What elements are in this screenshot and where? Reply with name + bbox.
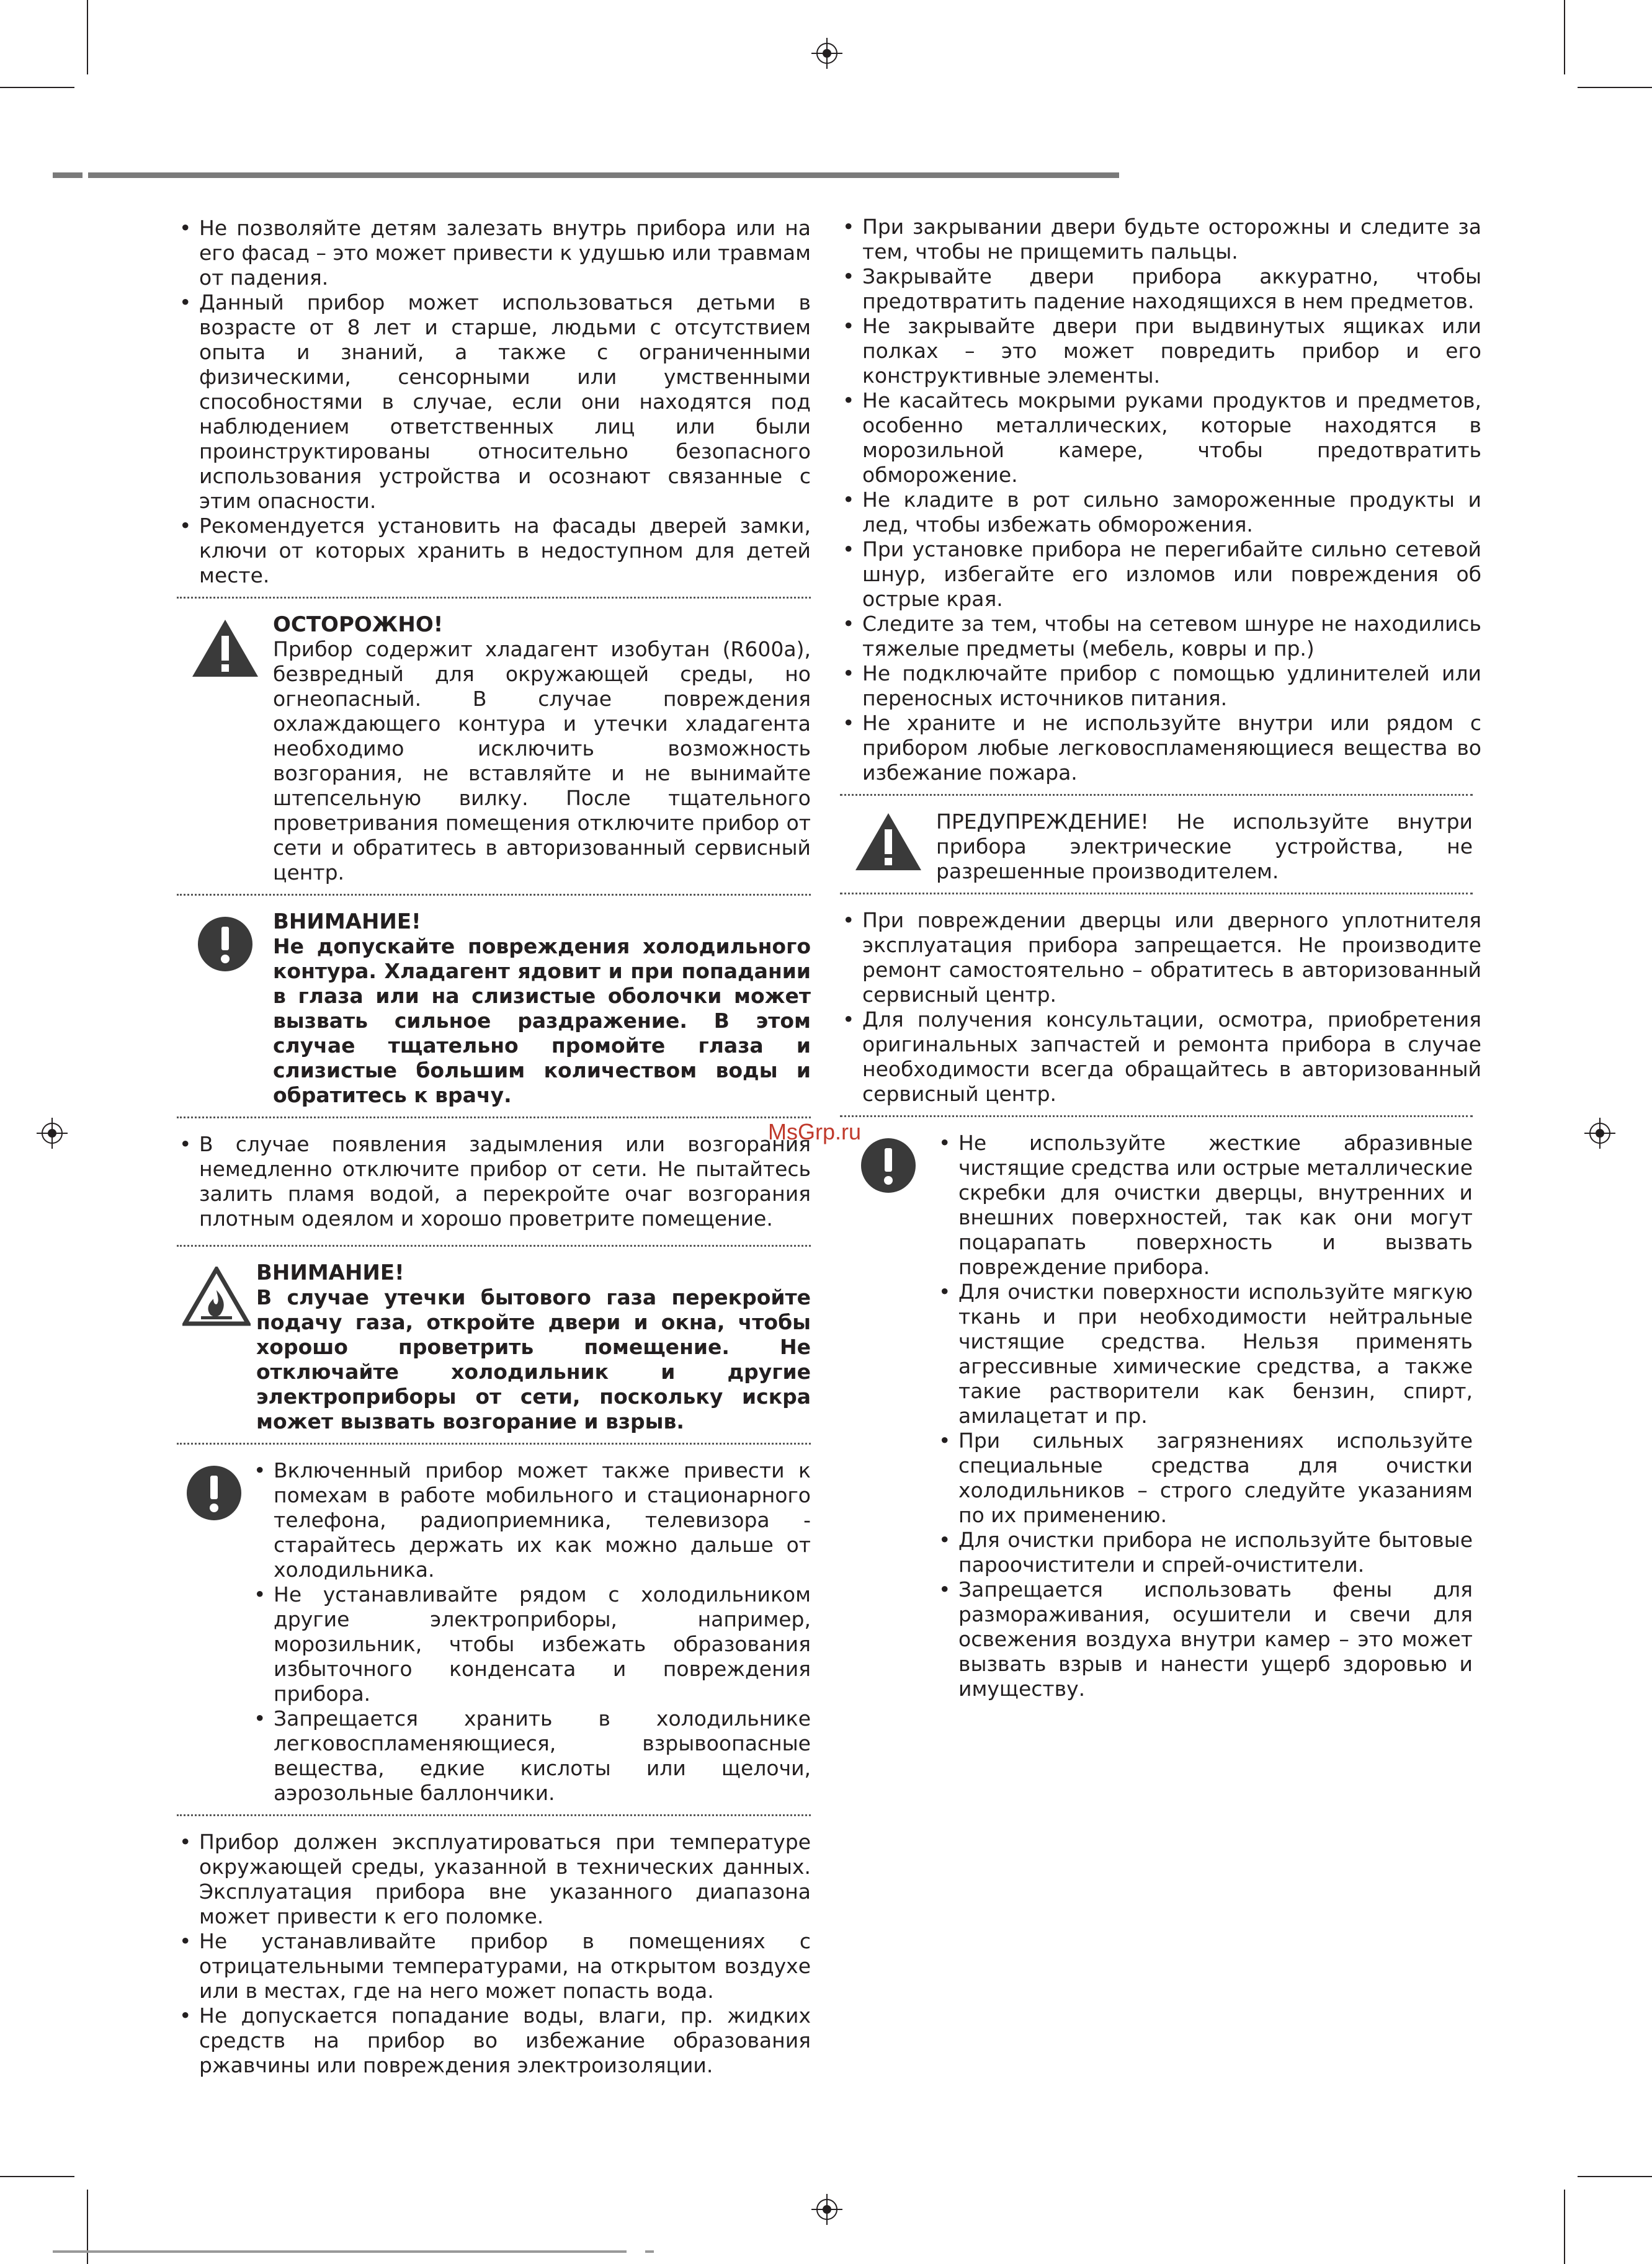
footer-rule (53, 2250, 627, 2253)
list-item: • Для получения консультации, осмотра, приобретения оригинальных запчастей и ремонта прибора в случае необходимости всегда обращайтесь в авторизованный сервисный центр. (840, 1007, 1481, 1107)
list-item: • Не устанавливайте прибор в помещениях с отрицательными температурами, на открытом воздухе или в местах, где на него может попасть вода. (177, 1929, 811, 2003)
attention-text: В случае утечки бытового газа перекройте подачу газа, откройте двери и окна, чтобы хорошо проветрить помещение. Не отключайте холодильник и другие электроприборы от сети, поскольку искра может вызвать возгорание и взрыв. (256, 1285, 811, 1433)
registration-mark-icon (816, 43, 837, 64)
exclamation-circle-icon (177, 1458, 251, 1522)
crop-mark (0, 2176, 74, 2177)
warning-box (840, 809, 1481, 884)
caution-title: ОСТОРОЖНО! (273, 612, 444, 637)
attention-box (177, 909, 811, 1108)
dotted-divider (177, 597, 811, 599)
crop-mark (1578, 87, 1652, 88)
crop-mark (87, 0, 88, 74)
crop-mark (1564, 2190, 1565, 2264)
bullet-list (840, 908, 1481, 1107)
registration-mark-icon (1589, 1123, 1610, 1144)
attention-text: Не допускайте повреждения холодильного контура. Хладагент ядовит и при попадании в глаза или на слизистые оболочки может вызвать сильное раздражение. В этом случае тщательно промойте глаза и слизистые большим количеством воды и обратитесь к врачу. (273, 934, 811, 1107)
header-rule (53, 172, 83, 178)
list-item: • Не устанавливайте рядом с холодильником другие электроприборы, например, морозильник, чтобы избежать образования избыточного конденсата и повреждения прибора. (251, 1582, 811, 1706)
dotted-divider (177, 1814, 811, 1816)
list-item: • Включенный прибор может также привести к помехам в работе мобильного и стационарного телефона, радиоприемника, телевизора - старайтесь держать их как можно дальше от холодильника. (251, 1458, 811, 1582)
dotted-divider (840, 794, 1473, 796)
bullet-list (251, 1458, 811, 1806)
caution-box (177, 612, 811, 885)
list-item: • Запрещается использовать фены для размораживания, осушители и свечи для освежения воздуха внутри камер – это может вызвать взрыв и нанести ущерб здоровью и имуществу. (936, 1577, 1473, 1701)
bullet-list (840, 215, 1481, 785)
warning-triangle-icon (840, 809, 936, 871)
list-item: • Не кладите в рот сильно замороженные продукты и лед, чтобы избежать обморожения. (840, 488, 1481, 537)
bullet-list (177, 216, 811, 588)
dotted-divider (177, 1245, 811, 1247)
warning-triangle-icon (177, 612, 273, 678)
left-column (177, 216, 811, 2078)
footer-rule (645, 2250, 654, 2253)
note-box (177, 1458, 811, 1806)
caution-text: Прибор содержит хладагент изобутан (R600a), безвредный для окружающей среды, но огнеопасный. В случае повреждения охлаждающего контура и утечки хладагента необходимо исключить возможность возгорания, не вставляйте и не вынимайте штепсельную вилку. После тщательного проветривания помещения отключите прибор от сети и обратитесь в авторизованный сервисный центр. (273, 637, 811, 885)
list-item: • Не используйте жесткие абразивные чистящие средства или острые металлические скребки для очистки дверцы, внутренних и внешних поверхностей, так как они могут поцарапать поверхность и вызвать повреждение прибора. (936, 1131, 1473, 1280)
list-item: • Не закрывайте двери при выдвинутых ящиках или полках – это может повредить прибор и его конструктивные элементы. (840, 314, 1481, 388)
crop-mark (87, 2190, 88, 2264)
list-item: • Не касайтесь мокрыми руками продуктов и предметов, особенно металлических, которые находятся в морозильной камере, чтобы предотвратить обморожение. (840, 388, 1481, 488)
list-item: • Закрывайте двери прибора аккуратно, чтобы предотвратить падение находящихся в нем предметов. (840, 264, 1481, 314)
dotted-divider (177, 1116, 811, 1118)
list-item: • Не храните и не используйте внутри или рядом с прибором любые легковоспламеняющиеся вещества во избежание пожара. (840, 711, 1481, 785)
exclamation-circle-icon (177, 909, 273, 973)
list-item: • При повреждении дверцы или дверного уплотнителя эксплуатация прибора запрещается. Не производите ремонт самостоятельно – обратитесь в авторизованный сервисный центр. (840, 908, 1481, 1007)
list-item: • Для очистки прибора не используйте бытовые пароочистители и спрей-очистители. (936, 1528, 1473, 1577)
list-item: • Прибор должен эксплуатироваться при температуре окружающей среды, указанной в технических данных. Эксплуатация прибора вне указанного диапазона может привести к его поломке. (177, 1830, 811, 1929)
list-item: • Запрещается хранить в холодильнике легковоспламеняющиеся, взрывоопасные вещества, едкие кислоты или щелочи, аэрозольные баллончики. (251, 1706, 811, 1806)
dotted-divider (840, 893, 1473, 894)
exclamation-circle-icon (840, 1131, 936, 1194)
list-item: • В случае появления задымления или возгорания немедленно отключите прибор от сети. Не пытайтесь залить пламя водой, а перекройте очаг возгорания плотным одеялом и хорошо проветрите помещение. (177, 1132, 811, 1231)
dotted-divider (177, 1443, 811, 1445)
warning-text: ПРЕДУПРЕЖДЕНИЕ! Не используйте внутри прибора электрические устройства, не разрешенные производителем. (936, 809, 1473, 883)
gas-attention-box (177, 1260, 811, 1434)
dotted-divider (177, 894, 811, 896)
list-item: • При установке прибора не перегибайте сильно сетевой шнур, избегайте его изломов или повреждения об острые края. (840, 537, 1481, 612)
list-item: • Не подключайте прибор с помощью удлинителей или переносных источников питания. (840, 661, 1481, 711)
flammable-triangle-icon (177, 1260, 256, 1326)
list-item: • Для очистки поверхности используйте мягкую ткань и при необходимости нейтральные чистящие средства. Нельзя применять агрессивные химические средства, а также такие растворители как бензин, спирт, амилацетат и пр. (936, 1280, 1473, 1428)
list-item: • Не позволяйте детям залезать внутрь прибора или на его фасад – это может привести к удушью или травмам от падения. (177, 216, 811, 290)
list-item: • Рекомендуется установить на фасады дверей замки, ключи от которых хранить в недоступном для детей месте. (177, 514, 811, 588)
list-item: • Следите за тем, чтобы на сетевом шнуре не находились тяжелые предметы (мебель, ковры и пр.) (840, 612, 1481, 661)
bullet-list (177, 1830, 811, 2078)
crop-mark (1578, 2176, 1652, 2177)
crop-mark (0, 87, 74, 88)
right-column (840, 215, 1481, 1701)
bullet-list (177, 1132, 811, 1231)
bullet-list (936, 1131, 1473, 1701)
registration-mark-icon (42, 1123, 63, 1144)
header-rule (88, 172, 1119, 178)
registration-mark-icon (816, 2199, 837, 2220)
list-item: • При сильных загрязнениях используйте специальные средства для очистки холодильников – строго следуйте указаниям по их применению. (936, 1428, 1473, 1528)
list-item: • При закрывании двери будьте осторожны и следите за тем, чтобы не прищемить пальцы. (840, 215, 1481, 264)
attention-title: ВНИМАНИЕ! (273, 909, 421, 934)
cleaning-box (840, 1131, 1481, 1701)
watermark: MsGrp.ru (768, 1119, 862, 1144)
list-item: • Не допускается попадание воды, влаги, пр. жидких средств на прибор во избежание образования ржавчины или повреждения электроизоляции. (177, 2003, 811, 2078)
dotted-divider (840, 1115, 1473, 1117)
attention-title: ВНИМАНИЕ! (256, 1260, 404, 1285)
list-item: • Данный прибор может использоваться детьми в возрасте от 8 лет и старше, людьми с отсутствием опыта и знаний, а также с ограниченными физическими, сенсорными или умственными способностями в случае, если они находятся под наблюдением ответственных лиц или были проинструктированы относительно безопасного использования устройства и осознают связанные с этим опасности. (177, 290, 811, 514)
crop-mark (1564, 0, 1565, 74)
